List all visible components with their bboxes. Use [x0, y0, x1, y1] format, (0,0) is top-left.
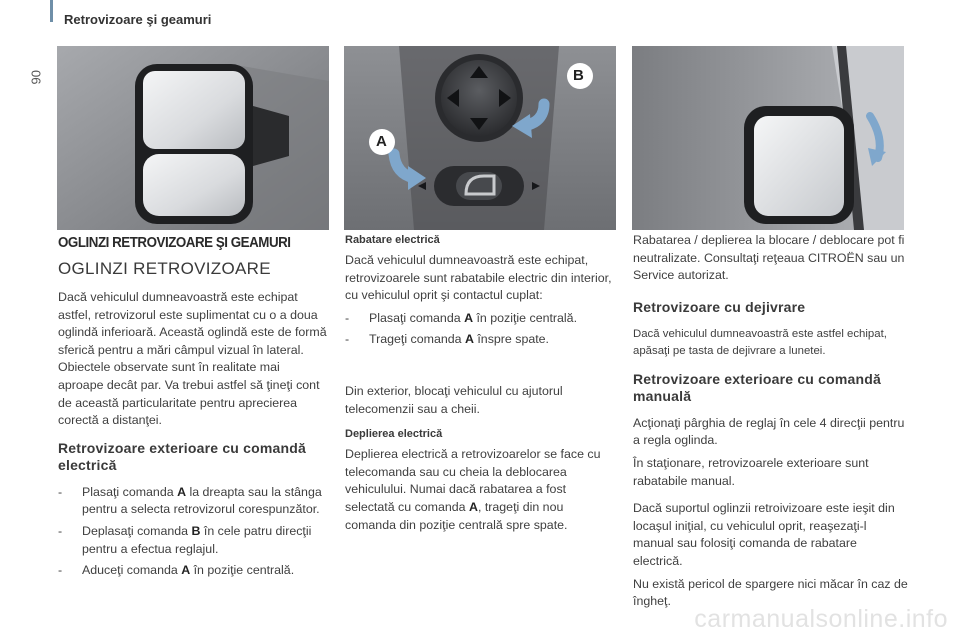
mirrors-intro: Dacă vehiculul dumneavoastră este echipat astfel, retrovizorul este suplimentat cu o a doua oglindă inferioară. Această oglindă este de formă sferică pentru a mări câmpul vizual în lateral. Obiectele observate sunt în realitate mai aproape decât par. Va trebui astfel să ţineţi cont de această particularitate pentru aprecierea corectă a distanţei.: [58, 290, 327, 428]
list-item: - Trageţi comanda A înspre spate.: [345, 332, 549, 347]
electric-mirrors-heading: Retrovizoare exterioare cu comandă electrică: [58, 439, 307, 473]
fold-text: Dacă vehiculul dumneavoastră este echipat, retrovizoarele sunt rabatabile electric din interior, cu vehiculul oprit şi contactul cuplat:: [345, 253, 612, 303]
page-number: 90: [28, 70, 44, 85]
manual-text-1: Acţionaţi pârghia de reglaj în cele 4 direcţii pentru a regla oglinda.: [633, 415, 905, 448]
defrost-text: Dacă vehiculul dumneavoastră este astfel echipat, apăsaţi pe tasta de dejivrare a lunetei.: [633, 327, 887, 358]
neutralize-text: Rabatarea / deplierea la blocare / deblocare pot fi neutralizate. Consultaţi reţeaua CITROËN sau un Service autorizat.: [633, 233, 905, 283]
column-middle: [345, 232, 615, 539]
label-a: A: [376, 133, 387, 150]
list-item: - Plasaţi comanda A în poziţie centrală.: [345, 310, 578, 325]
label-b: B: [573, 67, 584, 84]
unfold-text: Deplierea electrică a retrovizoarelor se face cu telecomanda sau cu cheia la deblocarea vehiculului. Numai dacă rabatarea a fost selectată cu comanda A, trageţi din nou comanda din poziţie centrală spre spate.: [345, 447, 601, 532]
manual-mirrors-heading: Retrovizoare exterioare cu comandă manuală: [633, 370, 882, 404]
section-title: OGLINZI RETROVIZOARE ŞI GEAMURI: [58, 235, 291, 251]
manual-mirror-photo: [632, 46, 904, 230]
mirror-photo: [57, 46, 329, 230]
list-item: - Plasaţi comanda A la dreapta sau la stânga pentru a selecta retrovizorul corespunzător.: [58, 484, 322, 517]
fold-steps-list: [345, 310, 615, 349]
list-item: - Aduceţi comanda A în poziţie centrală.: [58, 563, 295, 578]
column-left: [58, 232, 328, 586]
column-right: [633, 232, 908, 616]
list-item: - Deplasaţi comanda B în cele patru direcţii pentru a efectua reglajul.: [58, 523, 312, 556]
watermark: carmanualsonline.info: [694, 605, 948, 633]
manual-text-4: Nu există pericol de spargere nici măcar în caz de îngheţ.: [633, 576, 908, 609]
electric-steps-list: [58, 484, 328, 580]
header-accent-bar: [50, 0, 53, 22]
mirror-control-photo: [344, 46, 616, 230]
fold-heading: Rabatare electrică: [345, 234, 440, 246]
manual-text-3: Dacă suportul oglinzii retroivizoare este ieşit din locaşul iniţial, cu vehiculul oprit, reaşezaţi-l manual sau folosiţi comanda de rabatare electrică.: [633, 501, 895, 568]
outside-lock-text: Din exterior, blocaţi vehiculul cu ajutorul telecomenzii sau a cheii.: [345, 383, 563, 416]
mirrors-heading: OGLINZI RETROVIZOARE: [58, 259, 271, 278]
unfold-heading: Deplierea electrică: [345, 428, 443, 441]
defrost-heading: Retrovizoare cu dejivrare: [633, 298, 806, 315]
manual-text-2: În staţionare, retrovizoarele exterioare sunt rabatabile manual.: [633, 455, 869, 488]
header-title: Retrovizoare şi geamuri: [64, 12, 212, 27]
